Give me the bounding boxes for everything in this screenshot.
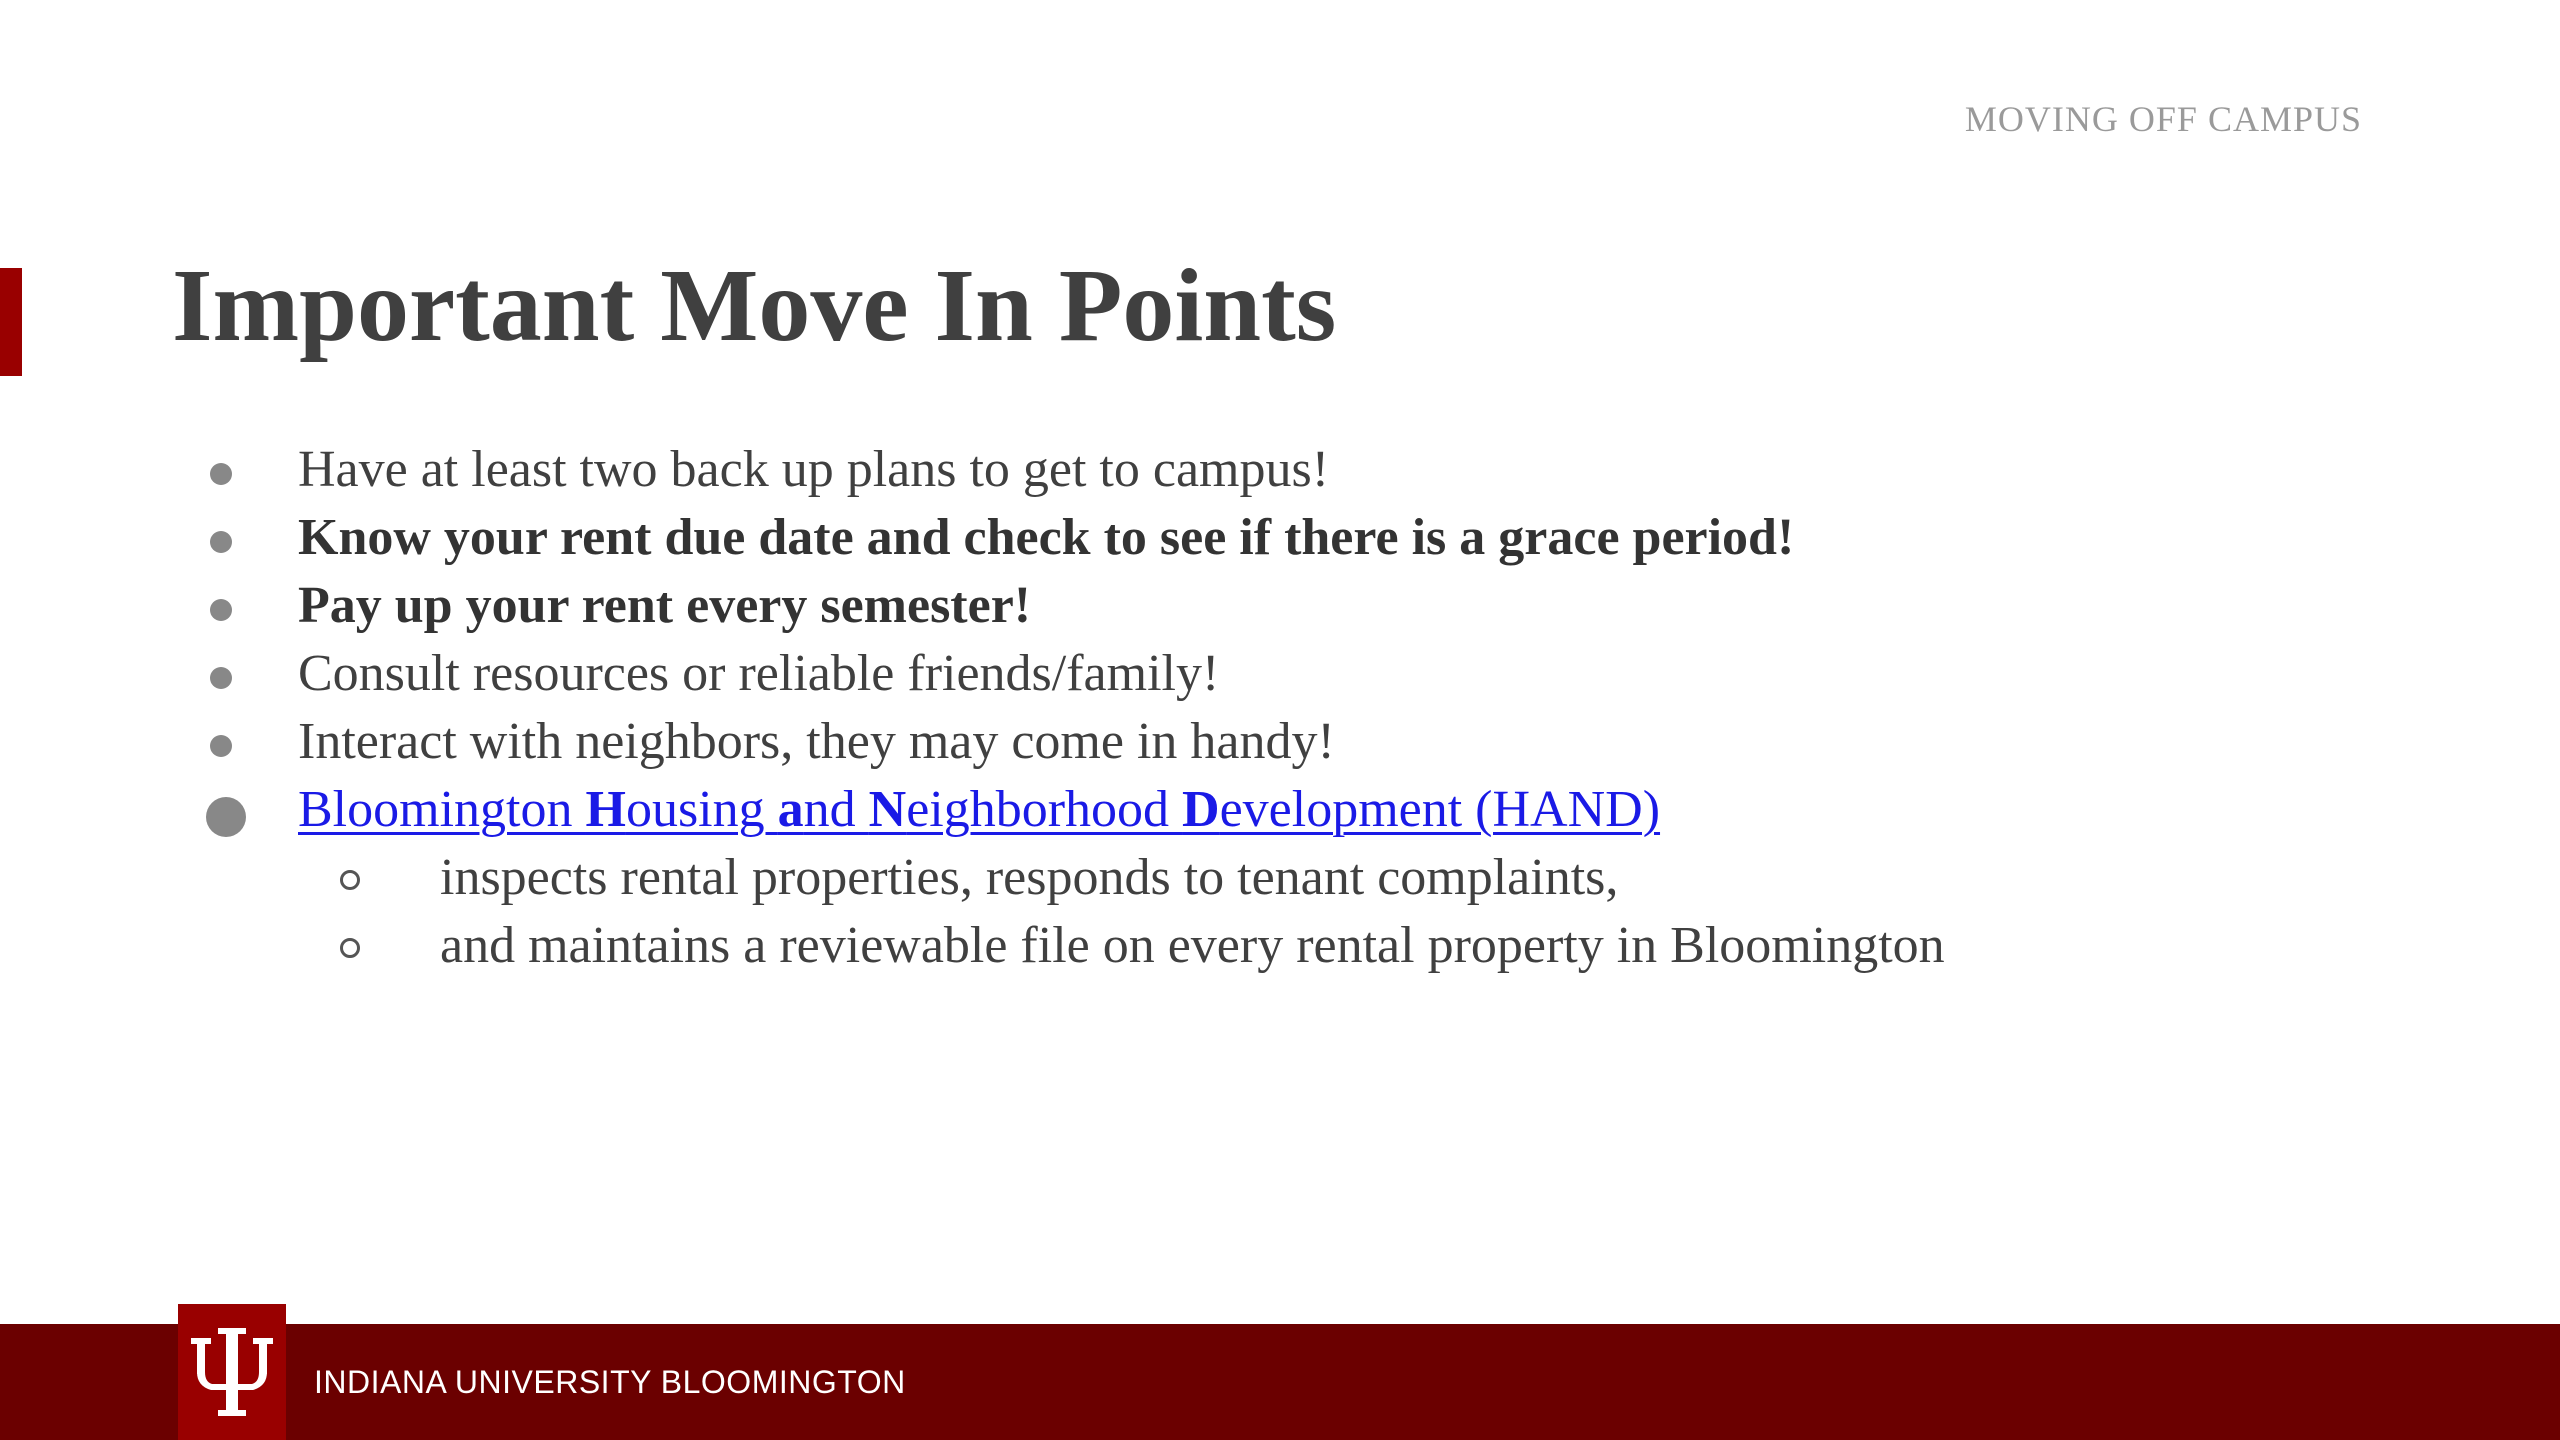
slide-title: Important Move In Points bbox=[172, 248, 1337, 363]
bullet-text: Consult resources or reliable friends/family! bbox=[298, 645, 1220, 702]
bullet-text: Know your rent due date and check to see if there is a grace period! bbox=[298, 509, 1795, 566]
institution-name: INDIANA UNIVERSITY BLOOMINGTON bbox=[314, 1364, 906, 1400]
bullet-dot-icon bbox=[210, 531, 232, 553]
list-item bbox=[0, 436, 1945, 504]
bullet-dot-icon bbox=[210, 599, 232, 621]
link-text-part: evelopment (HAND) bbox=[1219, 781, 1661, 838]
iu-trident-logo-icon bbox=[178, 1304, 286, 1440]
list-item bbox=[0, 640, 1945, 708]
link-text-part: ousing bbox=[625, 781, 778, 838]
title-accent-bar bbox=[0, 268, 22, 376]
bullet-dot-icon bbox=[210, 735, 232, 757]
link-text-part: eighborhood bbox=[906, 781, 1183, 838]
section-label: MOVING OFF CAMPUS bbox=[1964, 99, 2362, 139]
bullet-text: Interact with neighbors, they may come in handy! bbox=[298, 713, 1335, 770]
link-text-part: Bloomington bbox=[298, 781, 586, 838]
link-initial-a: a bbox=[777, 781, 804, 838]
list-item bbox=[0, 708, 1945, 776]
bullet-text: Pay up your rent every semester! bbox=[298, 577, 1032, 634]
list-item bbox=[0, 504, 1945, 572]
link-initial-n: N bbox=[868, 781, 907, 838]
sub-list-item bbox=[0, 844, 1945, 912]
sub-list-item bbox=[0, 912, 1945, 980]
link-initial-d: D bbox=[1182, 781, 1220, 838]
link-text-part: nd bbox=[803, 781, 869, 838]
bullet-dot-icon bbox=[206, 797, 246, 837]
bullet-ring-icon bbox=[340, 938, 360, 958]
bullet-ring-icon bbox=[340, 870, 360, 890]
list-item bbox=[0, 572, 1945, 640]
hand-link[interactable] bbox=[298, 781, 1660, 838]
bullet-text: Have at least two back up plans to get to campus! bbox=[298, 441, 1330, 498]
bullet-dot-icon bbox=[210, 667, 232, 689]
list-item-hand-link bbox=[0, 776, 1945, 844]
bullet-list bbox=[0, 436, 1945, 980]
sub-bullet-text: inspects rental properties, responds to tenant complaints, bbox=[440, 849, 1619, 906]
link-initial-h: H bbox=[585, 781, 626, 838]
bullet-dot-icon bbox=[210, 463, 232, 485]
sub-bullet-text: and maintains a reviewable file on every rental property in Bloomington bbox=[440, 917, 1945, 974]
